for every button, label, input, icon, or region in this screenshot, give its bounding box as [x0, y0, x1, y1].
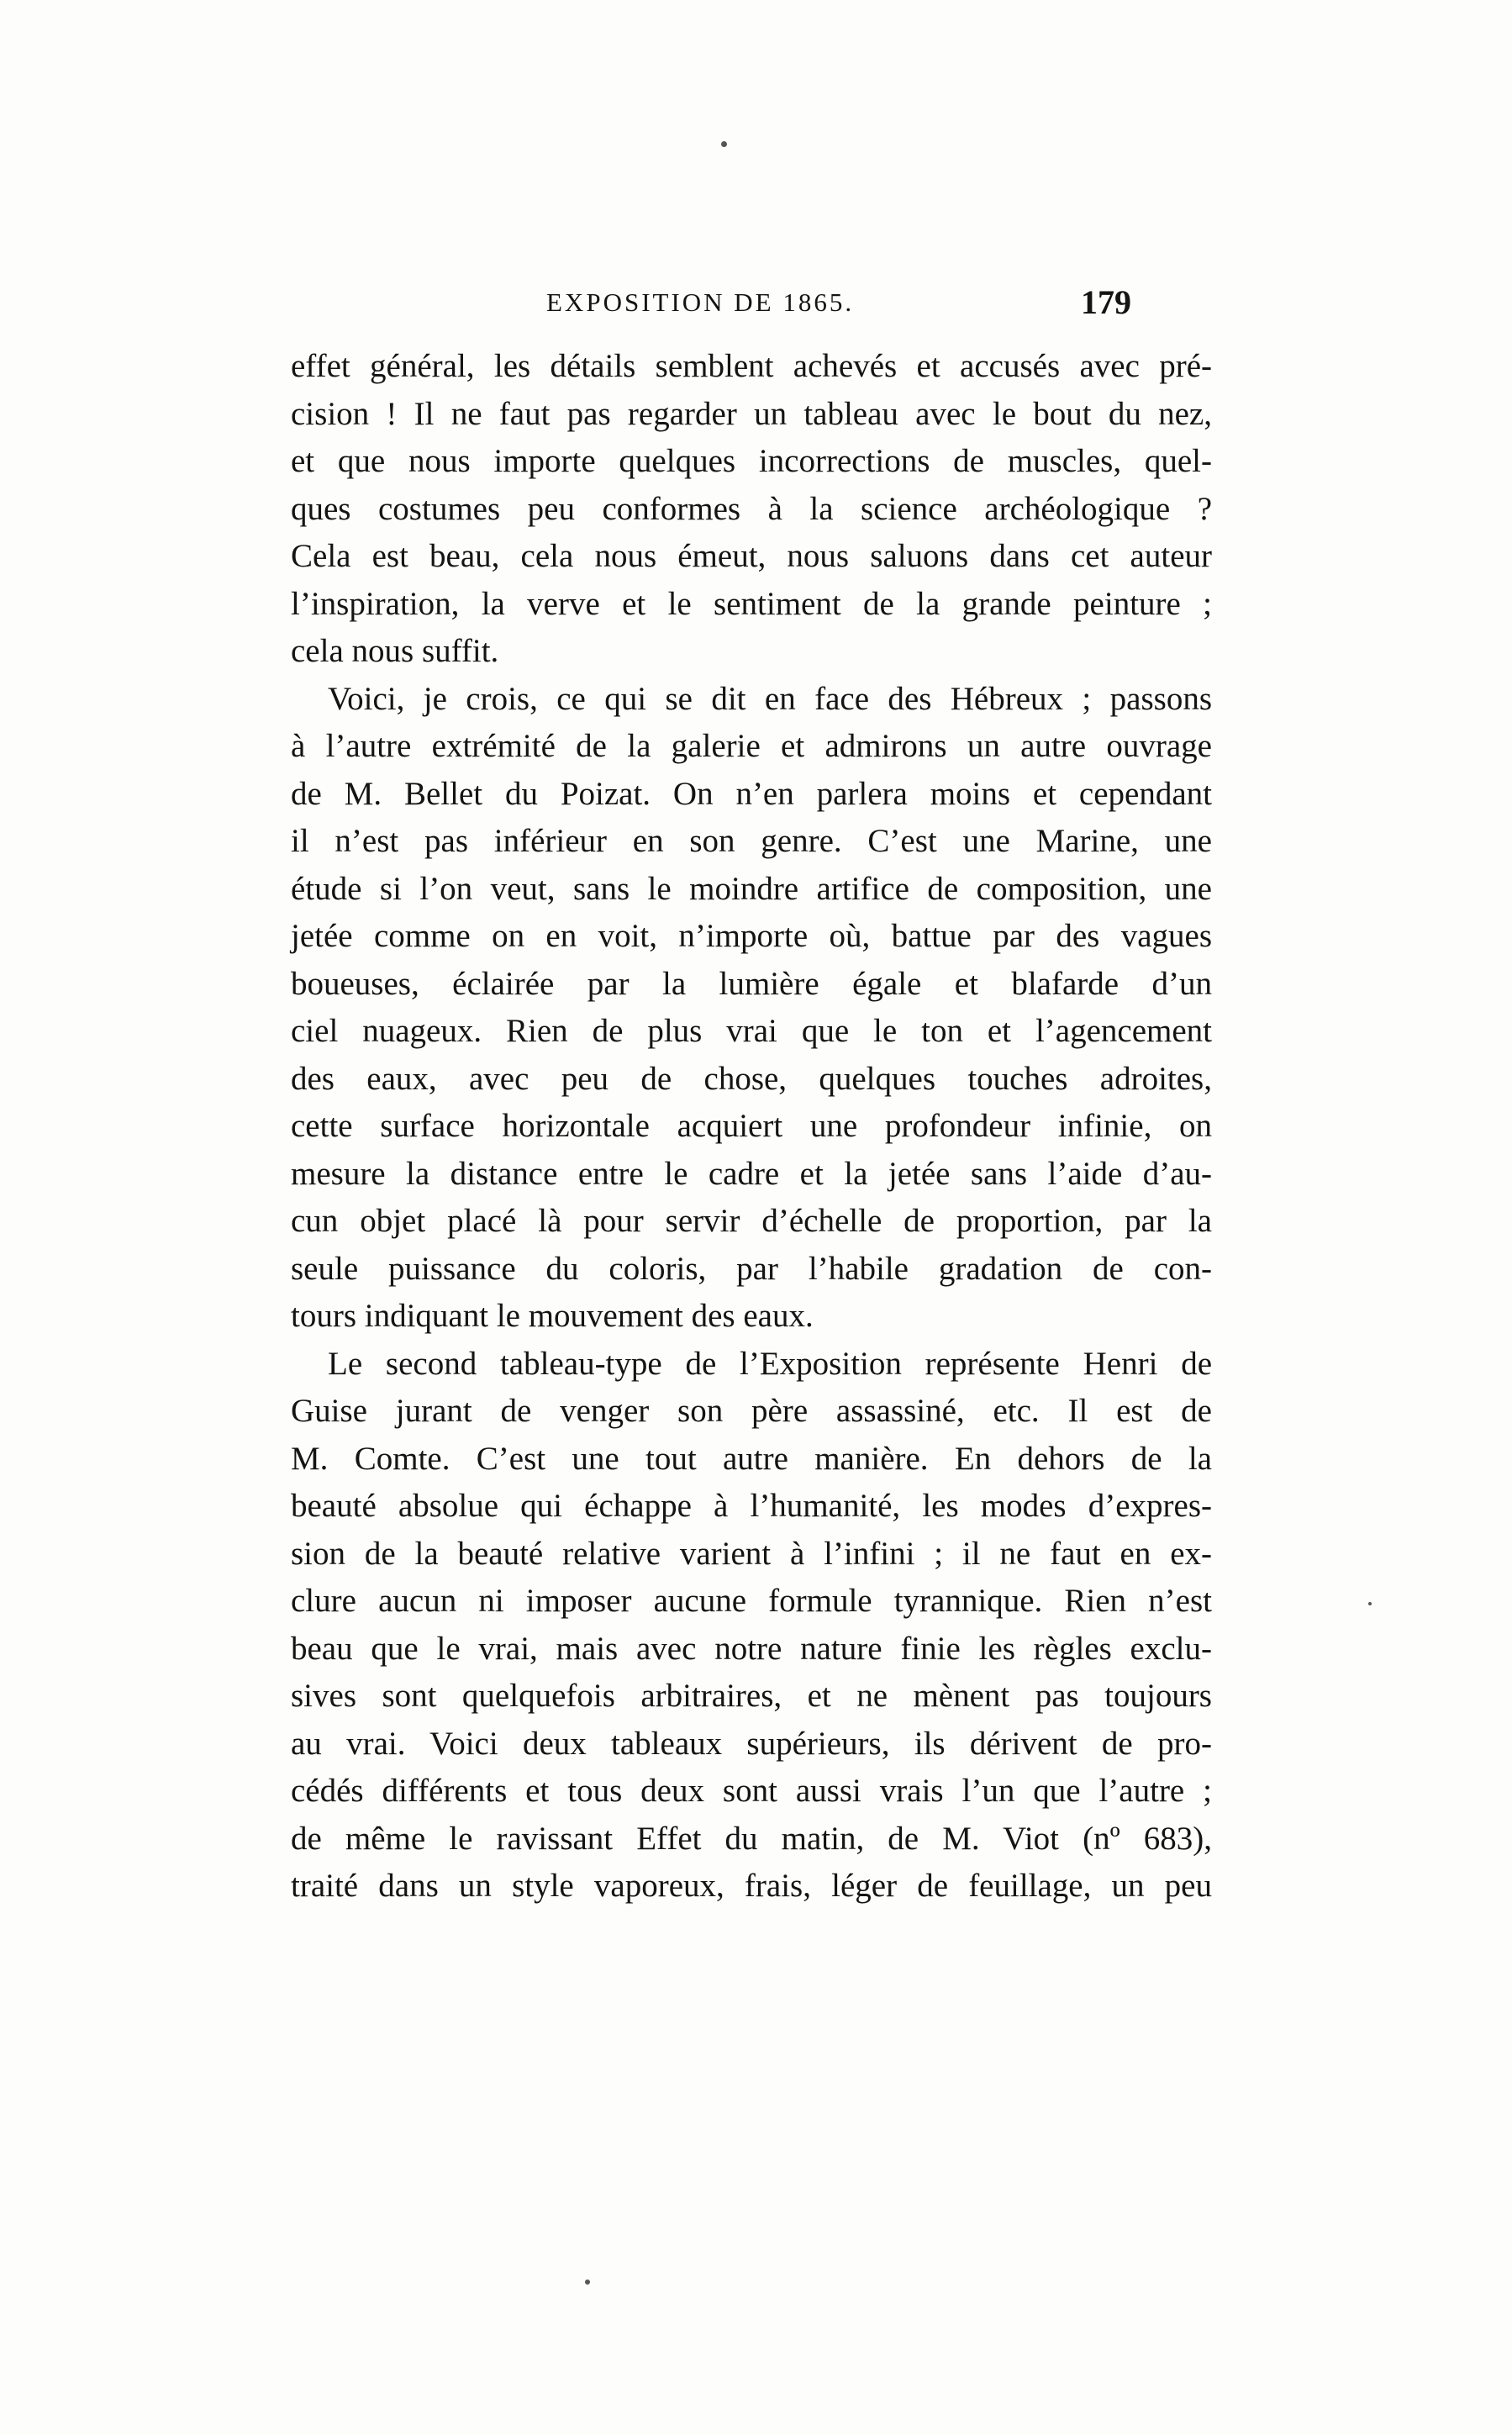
- text-line: effet général, les détails semblent achevés et accusés avec pré-: [291, 348, 1212, 384]
- text-line: cette surface horizontale acquiert une profondeur infinie, on: [291, 1108, 1212, 1144]
- text-line: mesure la distance entre le cadre et la jetée sans l’aide d’au-: [291, 1155, 1212, 1192]
- text-line: M. Comte. C’est une tout autre manière. En dehors de la: [291, 1440, 1212, 1477]
- page-header: [546, 282, 1219, 333]
- text-line: l’inspiration, la verve et le sentiment de la grande peinture ;: [291, 585, 1212, 622]
- text-line: boueuses, éclairée par la lumière égale et blafarde d’un: [291, 965, 1212, 1002]
- text-line: beau que le vrai, mais avec notre nature finie les règles exclu-: [291, 1630, 1212, 1667]
- text-line: ciel nuageux. Rien de plus vrai que le ton et l’agencement: [291, 1013, 1212, 1049]
- scan-speck: [585, 2280, 590, 2285]
- text-line: tours indiquant le mouvement des eaux.: [291, 1298, 814, 1334]
- text-line: des eaux, avec peu de chose, quelques touches adroites,: [291, 1060, 1212, 1097]
- page-number: 179: [1081, 283, 1131, 321]
- text-line: cédés différents et tous deux sont aussi vrais l’un que l’autre ;: [291, 1773, 1212, 1809]
- body-text: [291, 343, 1212, 1911]
- text-line: de M. Bellet du Poizat. On n’en parlera moins et cependant: [291, 775, 1212, 812]
- text-line: cela nous suffit.: [291, 633, 499, 669]
- text-line: Cela est beau, cela nous émeut, nous saluons dans cet auteur: [291, 538, 1212, 574]
- text-line: cun objet placé là pour servir d’échelle de proportion, par la: [291, 1203, 1212, 1239]
- scan-speck: [1368, 1602, 1372, 1605]
- text-line: cision ! Il ne faut pas regarder un tableau avec le bout du nez,: [291, 395, 1212, 432]
- scan-speck: [721, 141, 727, 147]
- text-line: il n’est pas inférieur en son genre. C’est une Marine, une: [291, 823, 1212, 859]
- text-line: jetée comme on en voit, n’importe où, battue par des vagues: [291, 918, 1212, 954]
- text-line: seule puissance du coloris, par l’habile gradation de con-: [291, 1250, 1212, 1287]
- text-line: Guise jurant de venger son père assassiné, etc. Il est de: [291, 1393, 1212, 1429]
- text-line: et que nous importe quelques incorrections de muscles, quel-: [291, 443, 1212, 479]
- text-line: Le second tableau-type de l’Exposition représente Henri de: [328, 1345, 1212, 1382]
- text-line: beauté absolue qui échappe à l’humanité, les modes d’expres-: [291, 1488, 1212, 1524]
- text-line: Voici, je crois, ce qui se dit en face des Hébreux ; passons: [328, 680, 1212, 717]
- text-line: traité dans un style vaporeux, frais, léger de feuillage, un peu: [291, 1868, 1212, 1904]
- text-line: sives sont quelquefois arbitraires, et ne mènent pas toujours: [291, 1678, 1212, 1714]
- text-line: clure aucun ni imposer aucune formule tyrannique. Rien n’est: [291, 1583, 1212, 1619]
- text-line: étude si l’on veut, sans le moindre artifice de composition, une: [291, 870, 1212, 907]
- text-line: à l’autre extrémité de la galerie et admirons un autre ouvrage: [291, 728, 1212, 764]
- text-line: au vrai. Voici deux tableaux supérieurs, ils dérivent de pro-: [291, 1725, 1212, 1762]
- text-line: de même le ravissant Effet du matin, de M. Viot (nº 683),: [291, 1820, 1212, 1857]
- text-line: ques costumes peu conformes à la science archéologique ?: [291, 490, 1212, 527]
- running-head: EXPOSITION DE 1865.: [546, 287, 855, 317]
- text-line: sion de la beauté relative varient à l’infini ; il ne faut en ex-: [291, 1535, 1212, 1572]
